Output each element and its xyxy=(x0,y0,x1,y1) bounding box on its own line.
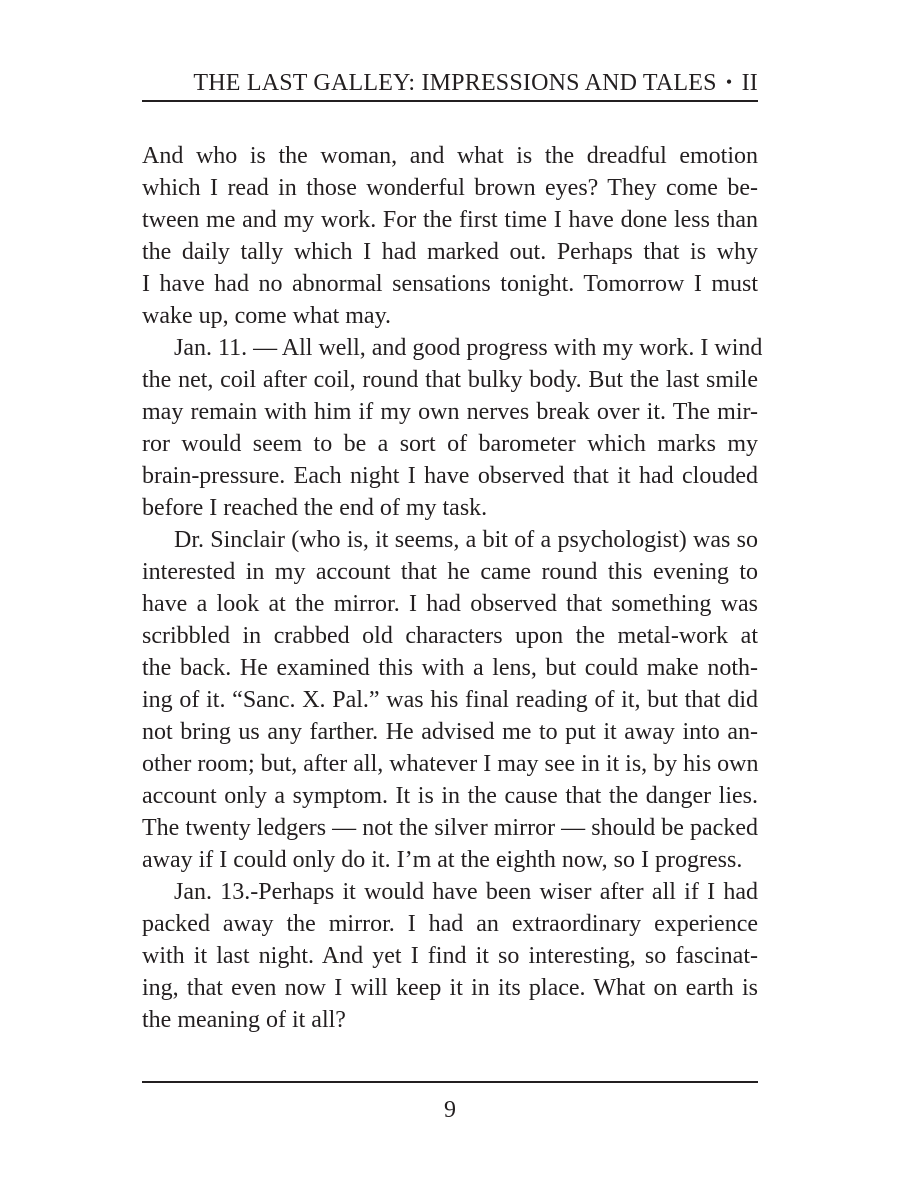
page-number: 9 xyxy=(444,1097,456,1123)
bullet-separator: • xyxy=(725,72,733,92)
text-line: ror would seem to be a sort of barometer which marks my xyxy=(142,431,758,457)
text-line: account only a symptom. It is in the cause that the danger lies. xyxy=(142,783,758,809)
running-head-title: THE LAST GALLEY: IMPRESSIONS AND TALES xyxy=(193,70,717,96)
text-line: other room; but, after all, whatever I may see in it is, by his own xyxy=(142,751,759,777)
text-line: I have had no abnormal sensations tonight. Tomorrow I must xyxy=(142,271,758,297)
text-line: ing of it. “Sanc. X. Pal.” was his final reading of it, but that did xyxy=(142,687,758,713)
text-line: packed away the mirror. I had an extraordinary experience xyxy=(142,911,758,937)
text-line: which I read in those wonderful brown eyes? They come be- xyxy=(142,175,758,201)
text-line: may remain with him if my own nerves break over it. The mir- xyxy=(142,399,758,425)
paragraph xyxy=(142,524,758,876)
text-line: tween me and my work. For the first time I have done less than xyxy=(142,207,758,233)
header-rule xyxy=(142,100,758,102)
text-line: Jan. 13.-Perhaps it would have been wiser after all if I had xyxy=(174,879,758,905)
text-line: Jan. 11. — All well, and good progress with my work. I wind xyxy=(174,335,763,361)
text-line: have a look at the mirror. I had observed that something was xyxy=(142,591,758,617)
text-line: not bring us any farther. He advised me to put it away into an- xyxy=(142,719,758,745)
text-line: scribbled in crabbed old characters upon the metal-work at xyxy=(142,623,758,649)
text-line: with it last night. And yet I find it so interesting, so fascinat- xyxy=(142,943,758,969)
body-text xyxy=(142,140,763,1036)
paragraph xyxy=(142,140,758,332)
running-head xyxy=(142,68,758,99)
text-line: the net, coil after coil, round that bulky body. But the last smile xyxy=(142,367,758,393)
text-line: before I reached the end of my task. xyxy=(142,495,488,521)
text-line: And who is the woman, and what is the dreadful emotion xyxy=(142,143,758,169)
text-line: wake up, come what may. xyxy=(142,303,392,329)
paragraph xyxy=(142,876,758,1036)
text-line: ing, that even now I will keep it in its place. What on earth is xyxy=(142,975,758,1001)
running-head-volume: II xyxy=(741,70,758,96)
text-line: brain-pressure. Each night I have observed that it had clouded xyxy=(142,463,758,489)
footer-rule xyxy=(142,1081,758,1083)
text-line: the daily tally which I had marked out. Perhaps that is why xyxy=(142,239,758,265)
paragraph xyxy=(142,332,763,524)
text-line: away if I could only do it. I’m at the eighth now, so I progress. xyxy=(142,847,743,873)
text-line: the meaning of it all? xyxy=(142,1007,346,1033)
text-line: the back. He examined this with a lens, but could make noth- xyxy=(142,655,758,681)
text-line: Dr. Sinclair (who is, it seems, a bit of a psychologist) was so xyxy=(174,527,758,553)
text-line: The twenty ledgers — not the silver mirror — should be packed xyxy=(142,815,758,841)
text-line: interested in my account that he came round this evening to xyxy=(142,559,758,585)
